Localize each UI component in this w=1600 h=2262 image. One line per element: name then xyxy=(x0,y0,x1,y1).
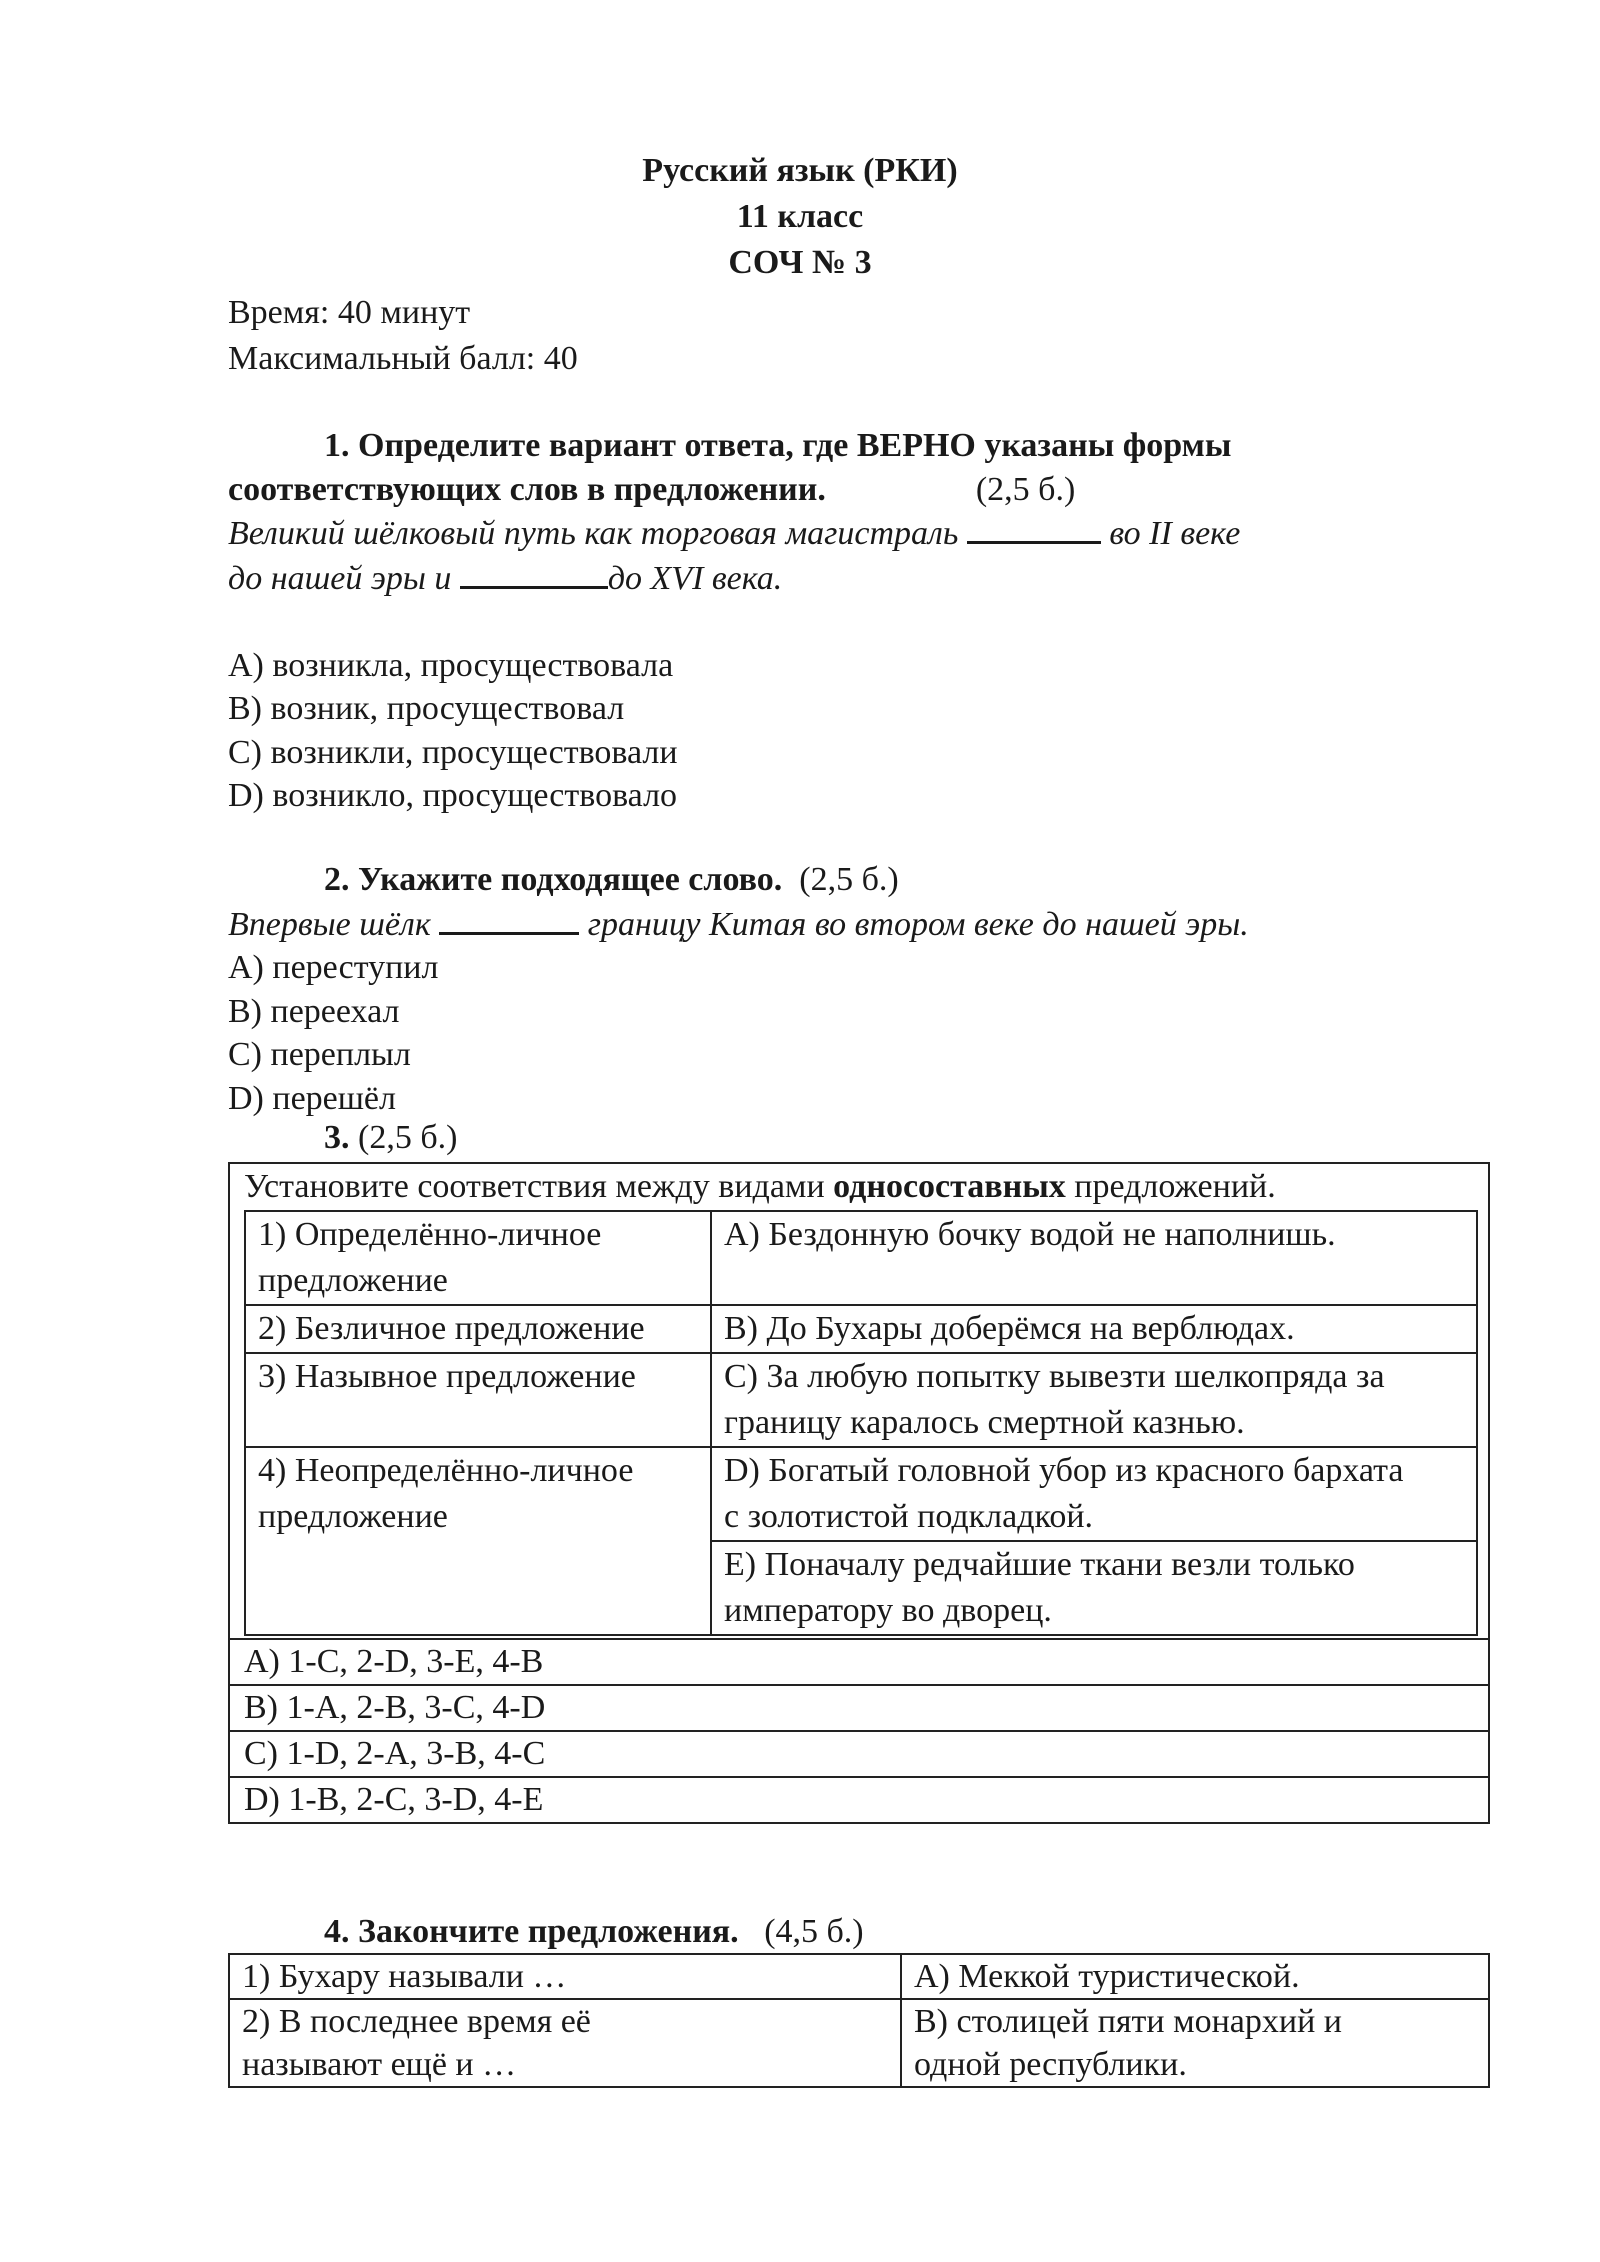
q1-blank-1 xyxy=(967,511,1101,544)
q1-sentence-part-b: во II веке xyxy=(1109,515,1241,552)
q3-left-4: 4) Неопределённо-личное предложение xyxy=(245,1447,711,1635)
q4-right-b-line2: одной республики. xyxy=(914,2046,1187,2083)
grade-title: 11 класс xyxy=(736,198,864,235)
q1-title-line2 xyxy=(228,468,1488,512)
table-row xyxy=(245,1447,1477,1541)
q3-instruction-b: предложений. xyxy=(1074,1168,1276,1205)
q3-matching-table xyxy=(244,1210,1478,1636)
table-row xyxy=(245,1305,1477,1353)
q2-title: 2. Укажите подходящее слово. xyxy=(324,861,783,898)
q3-table xyxy=(228,1162,1490,1824)
question-2 xyxy=(228,858,1488,1120)
q3-right-a: A) Бездонную бочку водой не наполнишь. xyxy=(711,1211,1477,1305)
q1-points: (2,5 б.) xyxy=(975,470,1076,508)
q1-title-line1: 1. Определите вариант ответа, где ВЕРНО указаны формы xyxy=(324,427,1232,464)
q3-right-e: E) Поначалу редчайшие ткани везли только императору во дворец. xyxy=(711,1541,1477,1635)
q3-answer-a[interactable]: A) 1-C, 2-D, 3-E, 4-B xyxy=(230,1638,1488,1684)
q2-sentence xyxy=(228,902,1488,947)
document-header xyxy=(0,148,1600,286)
q3-right-d-line2: с золотистой подкладкой. xyxy=(724,1498,1094,1535)
q4-title: 4. Закончите предложения. xyxy=(324,1913,739,1950)
q3-right-c: C) За любую попытку вывезти шелкопряда за границу каралось смертной казнью. xyxy=(711,1353,1477,1447)
q3-number: 3. xyxy=(324,1119,350,1156)
q4-heading xyxy=(324,1910,864,1954)
q4-right-b xyxy=(901,1999,1489,2087)
q2-points: (2,5 б.) xyxy=(799,861,899,898)
q2-option-a[interactable]: A) переступил xyxy=(228,949,439,986)
q3-left-3: 3) Назывное предложение xyxy=(245,1353,711,1447)
q3-right-d-line1: D) Богатый головной убор из красного бархата xyxy=(724,1452,1404,1489)
q2-option-d[interactable]: D) перешёл xyxy=(228,1079,396,1117)
q3-answer-b[interactable]: B) 1-A, 2-B, 3-C, 4-D xyxy=(230,1684,1488,1730)
q1-sentence-line1 xyxy=(228,511,1488,556)
q1-sentence-line2 xyxy=(228,556,1488,601)
q3-right-d xyxy=(711,1447,1477,1541)
q1-option-c[interactable]: C) возникли, просуществовали xyxy=(228,733,678,771)
q2-sentence-part-a: Впервые шёлк xyxy=(228,905,431,943)
q2-option-c[interactable]: C) переплыл xyxy=(228,1036,411,1073)
q1-sentence-part-a: Великий шёлковый путь как торговая магистраль xyxy=(228,515,959,552)
q3-points: (2,5 б.) xyxy=(358,1119,458,1156)
table-row xyxy=(245,1211,1477,1305)
table-row xyxy=(229,1999,1489,2087)
q3-left-2: 2) Безличное предложение xyxy=(245,1305,711,1353)
max-score: Максимальный балл: 40 xyxy=(228,340,578,377)
q1-blank-2 xyxy=(460,556,608,589)
test-meta xyxy=(228,290,578,382)
q2-option-b[interactable]: B) переехал xyxy=(228,992,400,1030)
q1-sentence-part-c: до нашей эры и xyxy=(228,559,452,597)
subject-title: Русский язык (РКИ) xyxy=(642,152,958,189)
q4-left-1: 1) Бухару называли … xyxy=(229,1954,901,1999)
q3-heading xyxy=(324,1116,457,1159)
q4-points: (4,5 б.) xyxy=(764,1913,864,1950)
q4-right-a: A) Меккой туристической. xyxy=(901,1954,1489,1999)
q1-option-a[interactable]: A) возникла, просуществовала xyxy=(228,646,674,684)
table-row xyxy=(245,1353,1477,1447)
time-limit: Время: 40 минут xyxy=(228,294,471,331)
q3-instruction-bold: односоставных xyxy=(833,1168,1066,1205)
q4-left-2 xyxy=(229,1999,901,2087)
q4-left-2-line2: называют ещё и … xyxy=(242,2046,517,2083)
q3-instruction xyxy=(230,1164,1488,1210)
q1-option-b[interactable]: B) возник, просуществовал xyxy=(228,690,625,727)
q1-sentence-part-d: до XVI века. xyxy=(607,559,783,597)
q3-answer-c[interactable]: C) 1-D, 2-A, 3-B, 4-C xyxy=(230,1730,1488,1776)
q3-answer-d[interactable]: D) 1-B, 2-C, 3-D, 4-E xyxy=(230,1776,1488,1822)
table-row xyxy=(229,1954,1489,1999)
q1-option-d[interactable]: D) возникло, просуществовало xyxy=(228,777,678,814)
q4-right-b-line1: B) столицей пяти монархий и xyxy=(914,2003,1342,2040)
q4-left-2-line1: 2) В последнее время её xyxy=(242,2003,591,2040)
q3-right-b: B) До Бухары доберёмся на верблюдах. xyxy=(711,1305,1477,1353)
q2-blank xyxy=(439,902,579,935)
q2-sentence-part-b: границу Китая во втором веке до нашей эры. xyxy=(587,905,1249,943)
q3-left-1: 1) Определённо-личное предложение xyxy=(245,1211,711,1305)
q4-table xyxy=(228,1953,1490,2088)
q2-title-line xyxy=(228,858,1488,902)
test-title: СОЧ № 3 xyxy=(728,244,872,281)
q1-title-text: соответствующих слов в предложении. xyxy=(228,470,826,508)
q3-instruction-a: Установите соответствия между видами xyxy=(244,1168,825,1205)
question-1 xyxy=(228,424,1488,818)
